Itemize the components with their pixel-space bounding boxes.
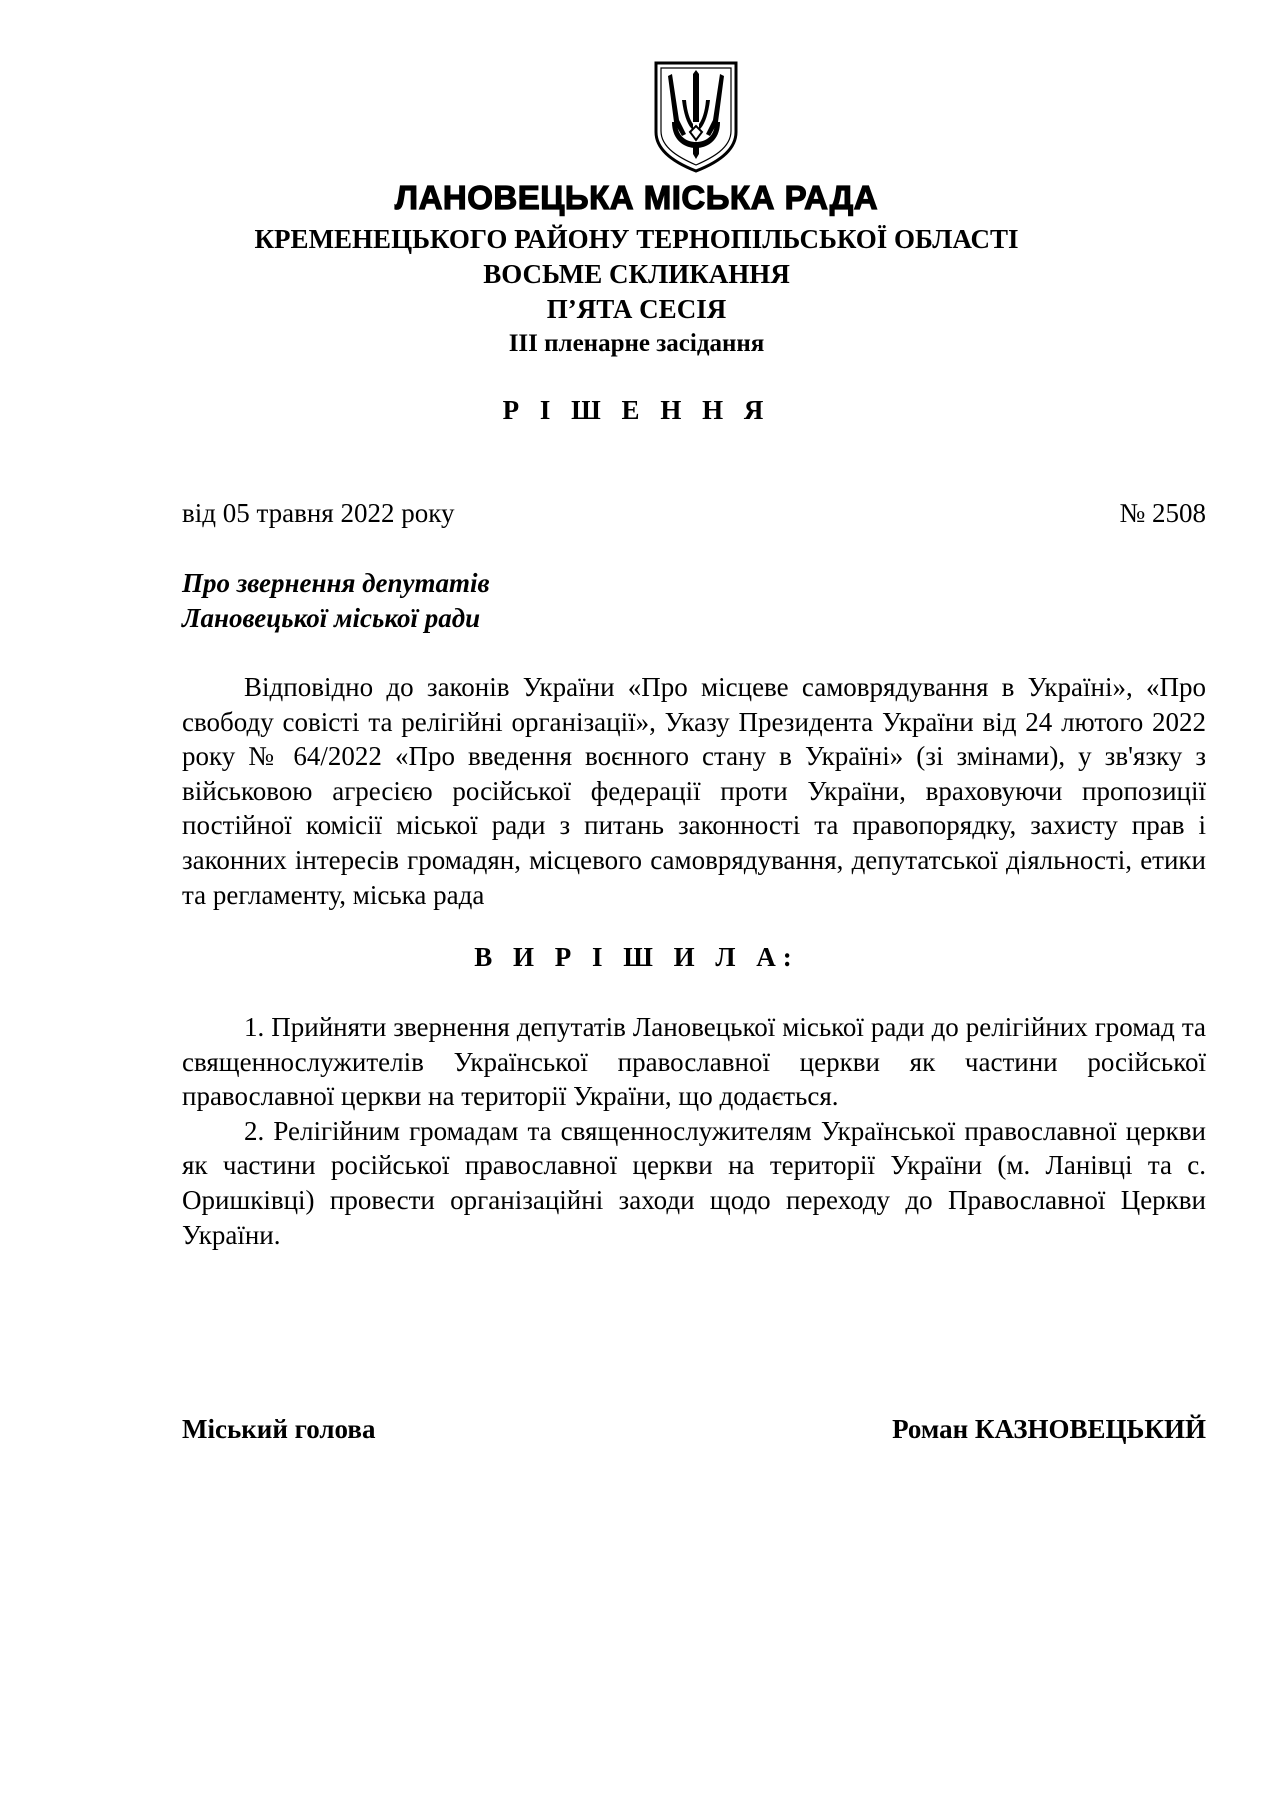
signatory-name: Роман КАЗНОВЕЦЬКИЙ [892,1414,1206,1444]
subject-line-1: Про звернення депутатів [182,568,490,598]
signatory-position: Міський голова [182,1414,376,1444]
decision-subject [182,566,490,636]
resolved-title-text: В И Р І Ш И Л А: [474,942,799,972]
subject-line-2: Лановецької міської ради [182,603,481,633]
trident-coat-of-arms-icon [652,60,740,174]
plenary-line: ІІІ пленарне засідання [508,330,765,357]
decision-number: № 2508 [1119,498,1206,528]
preamble-paragraph: Відповідно до законів України «Про місцеве самоврядування в Україні», «Про свободу совісті та релігійні організації», Указу Президента України від 24 лютого 2022 року № 64/2022 «Про введення воєнного стану в Україні» (зі змінами), у зв'язку з військовою агресією російської федерації проти України, враховуючи пропозиції постійної комісії міської ради з питань законності та правопорядку, захисту прав і законних інтересів громадян, місцевого самоврядування, депутатської діяльності, етики та регламенту, міська рада [182,672,1206,910]
district-line: КРЕМЕНЕЦЬКОГО РАЙОНУ ТЕРНОПІЛЬСЬКОЇ ОБЛАСТІ [254,224,1019,254]
decision-item-1: 1. Прийняти звернення депутатів Лановецької міської ради до релігійних громад та священнослужителів Української православної церкви як частини російської православної церкви на території України, що додається. [182,1012,1206,1112]
convocation-line: ВОСЬМЕ СКЛИКАННЯ [483,259,790,289]
resolved-title [0,940,1273,974]
decision-items [182,1010,1206,1252]
session-line: П’ЯТА СЕСІЯ [546,294,727,324]
decision-date: від 05 травня 2022 року [182,498,455,528]
org-name: ЛАНОВЕЦЬКА МІСЬКА РАДА [394,179,879,216]
decision-item-2: 2. Релігійним громадам та священнослужителям Української православної церкви як частини російської православної церкви на території України (м. Ланівці та с. Оришківці) провести організаційні заходи щодо переходу до Православної Церкви України. [182,1115,1206,1250]
decision-title: Р І Ш Е Н Н Я [502,395,771,425]
